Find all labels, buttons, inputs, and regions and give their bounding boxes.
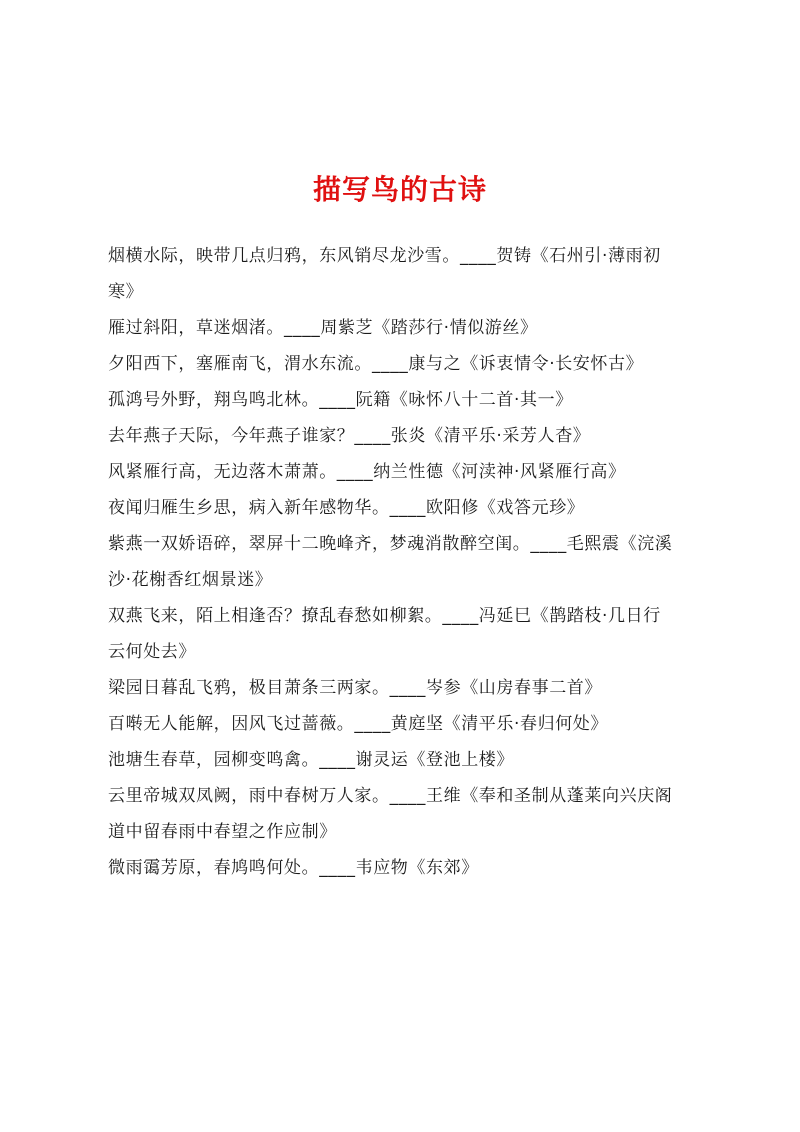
text-line: 道中留春雨中春望之作应制》: [108, 822, 337, 842]
text-line: 夜闻归雁生乡思，病入新年感物华。____欧阳修《戏答元珍》: [108, 498, 585, 518]
page-title: 描写鸟的古诗: [312, 173, 487, 206]
text-line: 夕阳西下，塞雁南飞，渭水东流。____康与之《诉衷情令·长安怀古》: [108, 354, 644, 374]
text-line: 紫燕一双娇语碎，翠屏十二晚峰齐，梦魂消散醉空闺。____毛熙震《浣溪: [108, 534, 673, 554]
text-line: 微雨霭芳原，春鸠鸣何处。____韦应物《东郊》: [108, 858, 479, 878]
text-line: 云里帝城双凤阙，雨中春树万人家。____王维《奉和圣制从蓬莱向兴庆阁: [108, 786, 673, 806]
text-line: 云何处去》: [108, 642, 196, 662]
text-line: 沙·花榭香红烟景迷》: [108, 570, 273, 590]
text-line: 雁过斜阳，草迷烟渚。____周紫芝《踏莎行·情似游丝》: [108, 318, 538, 338]
text-line: 双燕飞来，陌上相逢否？撩乱春愁如柳絮。____冯延巳《鹊踏枝·几日行: [108, 606, 661, 626]
text-line: 池塘生春草，园柳变鸣禽。____谢灵运《登池上楼》: [108, 750, 514, 770]
text-line: 孤鸿号外野，翔鸟鸣北林。____阮籍《咏怀八十二首·其一》: [108, 390, 573, 410]
text-line: 烟横水际，映带几点归鸦，东风销尽龙沙雪。____贺铸《石州引·薄雨初: [108, 246, 661, 266]
text-line: 风紧雁行高，无边落木萧萧。____纳兰性德《河渎神·风紧雁行高》: [108, 462, 626, 482]
poem-list: [108, 238, 704, 886]
text-line: 梁园日暮乱飞鸦，极目萧条三两家。____岑参《山房春事二首》: [108, 678, 602, 698]
text-line: 去年燕子天际，今年燕子谁家？____张炎《清平乐·采芳人杳》: [108, 426, 591, 446]
text-line: 百啭无人能解，因风飞过蔷薇。____黄庭坚《清平乐·春归何处》: [108, 714, 609, 734]
text-line: 寒》: [108, 282, 144, 302]
